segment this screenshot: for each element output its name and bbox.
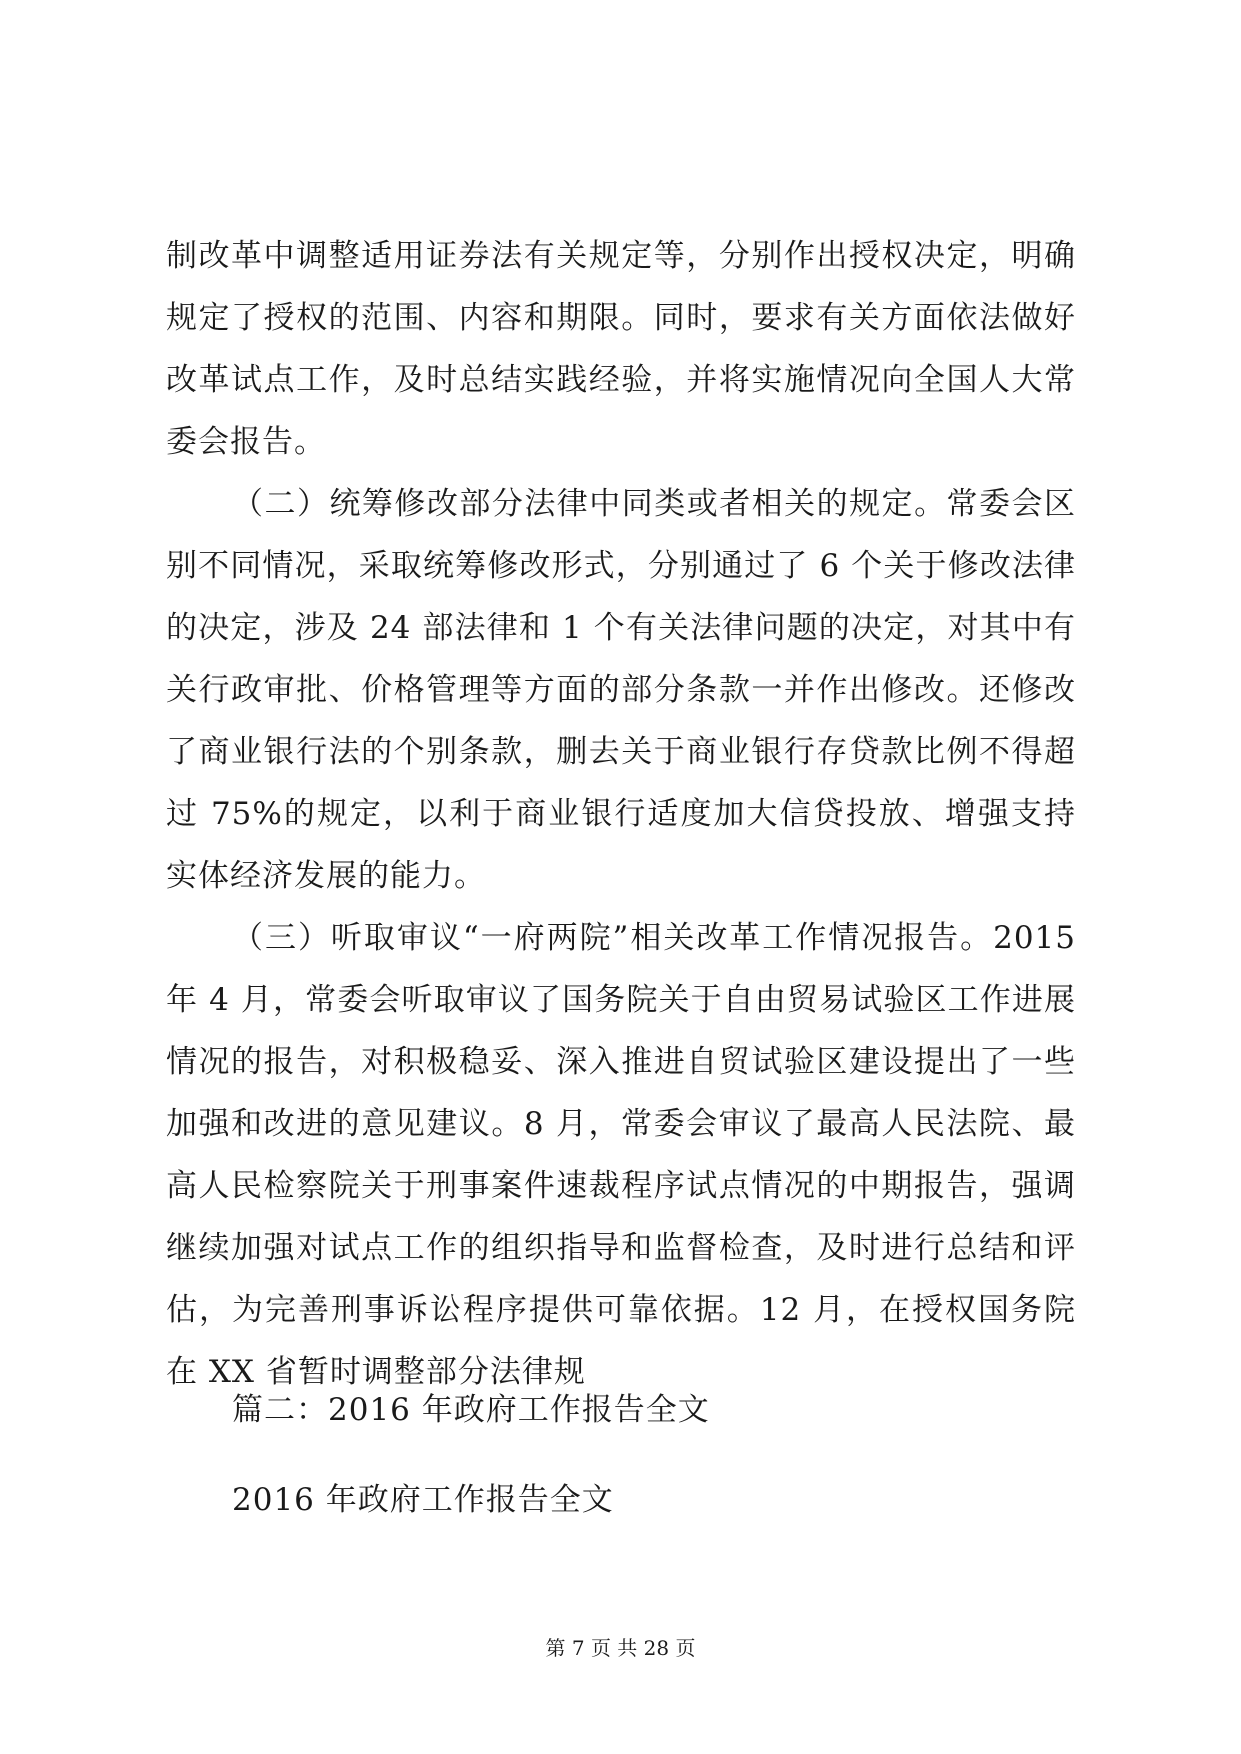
paragraph-section-2: （二）统筹修改部分法律中同类或者相关的规定。常委会区别不同情况，采取统筹修改形式，分别通过了 6 个关于修改法律的决定，涉及 24 部法律和 1 个有关法律问题的决定，对其中有关行政审批、价格管理等方面的部分条款一并作出修改。还修改了商业银行法的个别条款，删去关于商业银行存贷款比例不得超过 75%的规定，以利于商业银行适度加大信贷投放、增强支持实体经济发展的能力。 [166, 486, 1076, 894]
page-number-footer: 第 7 页 共 28 页 [545, 1636, 696, 1660]
document-title: 2016 年政府工作报告全文 [232, 1482, 614, 1518]
paragraph-section-3: （三）听取审议“一府两院”相关改革工作情况报告。2015 年 4 月，常委会听取审议了国务院关于自由贸易试验区工作进展情况的报告，对积极稳妥、深入推进自贸试验区建设提出了一些加强和改进的意见建议。8 月，常委会审议了最高人民法院、最高人民检察院关于刑事案件速裁程序试点情况的中期报告，强调继续加强对试点工作的组织指导和监督检查，及时进行总结和评估，为完善刑事诉讼程序提供可靠依据。12 月，在授权国务院在 XX 省暂时调整部分法律规 [166, 920, 1076, 1390]
chapter-heading: 篇二：2016 年政府工作报告全文 [232, 1392, 710, 1428]
paragraph-continuation: 制改革中调整适用证券法有关规定等，分别作出授权决定，明确规定了授权的范围、内容和期限。同时，要求有关方面依法做好改革试点工作，及时总结实践经验，并将实施情况向全国人大常委会报告。 [166, 238, 1076, 460]
body-text [166, 225, 1076, 1403]
